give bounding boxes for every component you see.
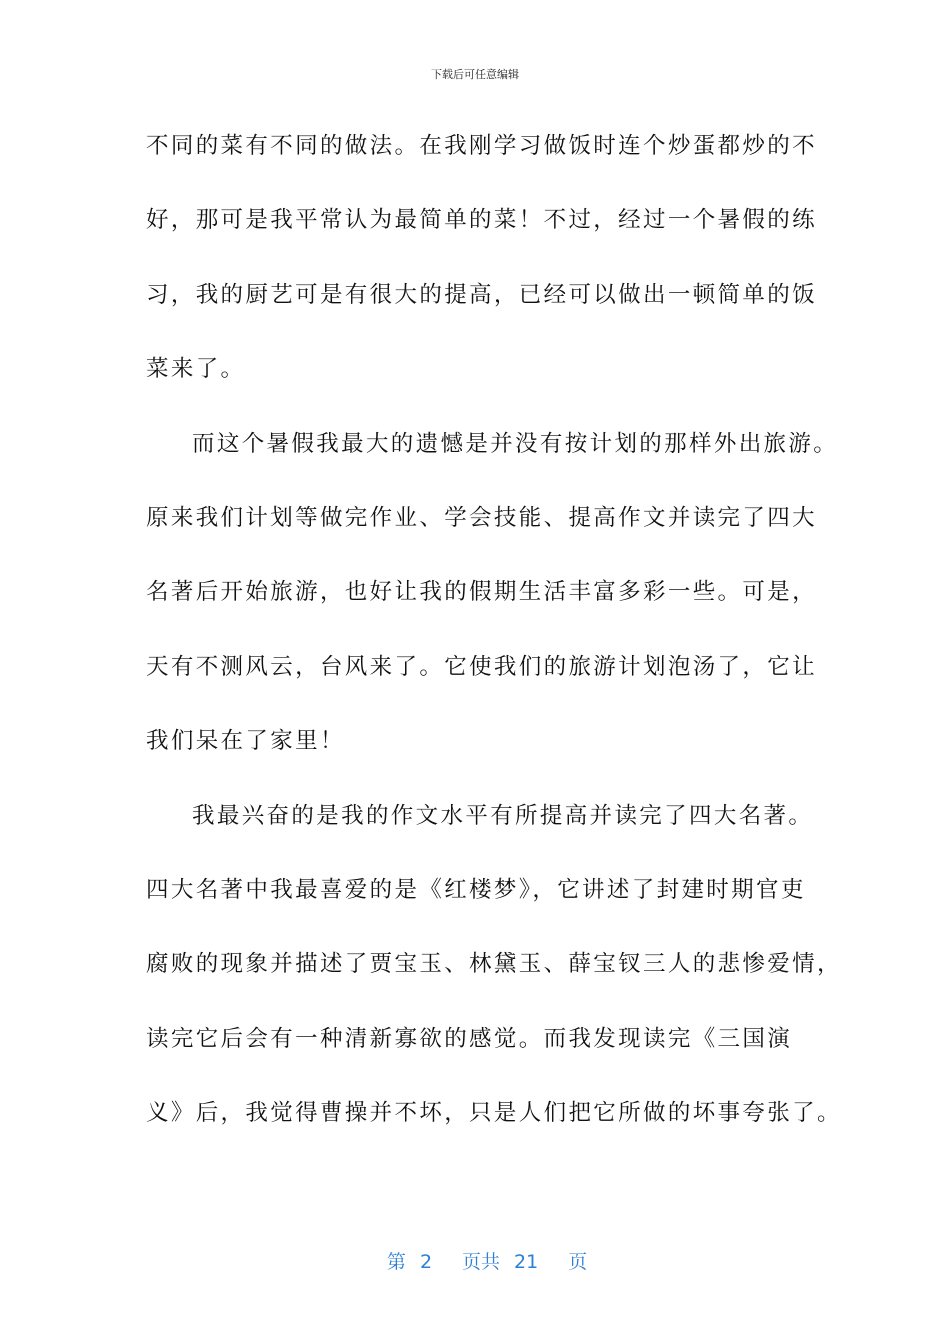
page-header: 下载后可任意编辑 [431, 68, 519, 81]
text-line: 原来我们计划等做完作业、学会技能、提高作文并读完了四大 [146, 504, 817, 531]
text-line: 我们呆在了家里！ [146, 728, 345, 755]
text-line: 习，我的厨艺可是有很大的提高，已经可以做出一顿简单的饭 [146, 281, 817, 308]
text-line: 天有不测风云，台风来了。它使我们的旅游计划泡汤了，它让 [146, 653, 817, 680]
text-line: 不同的菜有不同的做法。在我刚学习做饭时连个炒蛋都炒的不 [146, 133, 817, 159]
text-line: 名著后开始旅游，也好让我的假期生活丰富多彩一些。可是， [146, 579, 817, 606]
text-line: 菜来了。 [146, 356, 246, 383]
footer-middle: 页共 [462, 1251, 501, 1273]
text-line: 义》后，我觉得曹操并不坏，只是人们把它所做的坏事夸张了。 [146, 1100, 842, 1127]
text-line: 读完它后会有一种清新寡欲的感觉。而我发现读完《三国演 [146, 1025, 793, 1052]
total-page-count: 21 [514, 1251, 539, 1273]
footer-suffix: 页 [568, 1251, 588, 1273]
body-text [146, 126, 842, 1167]
paragraph-start-line: 而这个暑假我最大的遗憾是并没有按计划的那样外出旅游。 [192, 430, 839, 457]
page-footer [0, 1225, 950, 1296]
paragraph-start-line: 我最兴奋的是我的作文水平有所提高并读完了四大名著。 [192, 802, 814, 829]
footer-prefix: 第 [386, 1251, 406, 1273]
text-line: 腐败的现象并描述了贾宝玉、林黛玉、薛宝钗三人的悲惨爱情， [146, 951, 842, 978]
text-line: 四大名著中我最喜爱的是《红楼梦》，它讲述了封建时期官吏 [146, 876, 806, 903]
current-page-number: 2 [419, 1251, 433, 1273]
text-line: 好，那可是我平常认为最简单的菜！不过，经过一个暑假的练 [146, 207, 817, 234]
